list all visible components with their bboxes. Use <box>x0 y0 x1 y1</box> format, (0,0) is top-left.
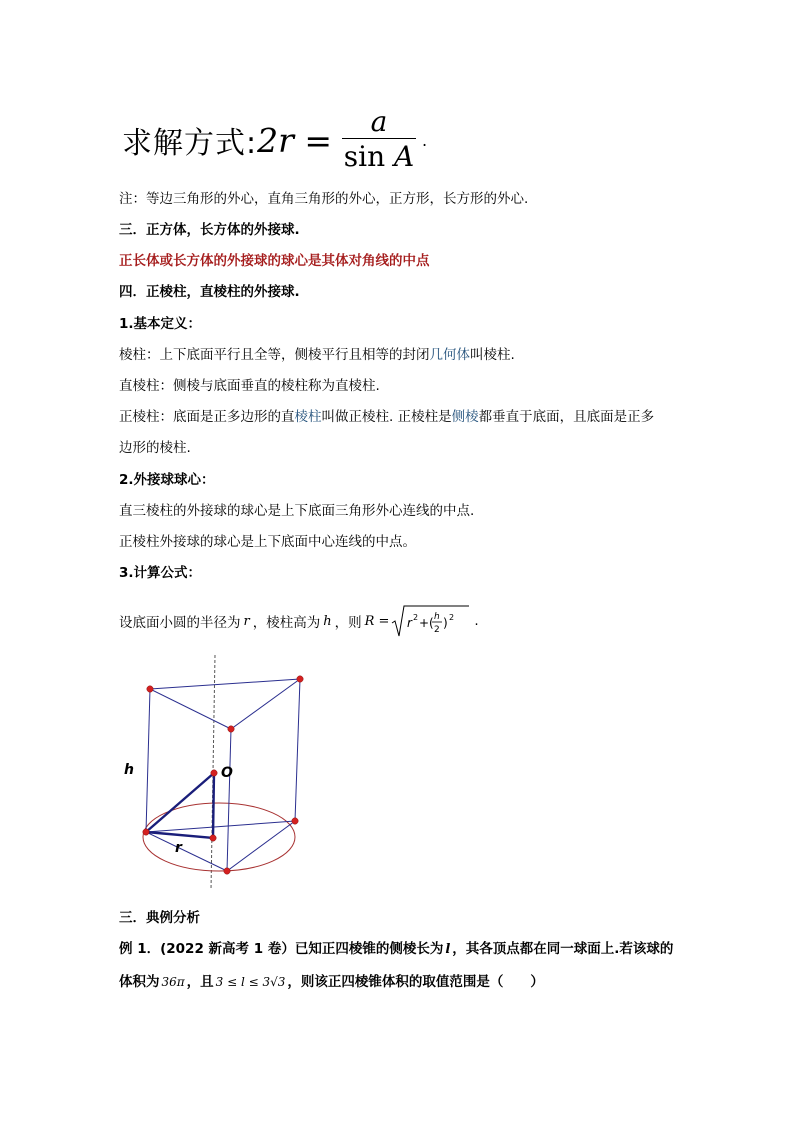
label-O: O <box>221 765 233 781</box>
right-prism-definition: 直棱柱：侧棱与底面垂直的棱柱称为直棱柱. <box>119 378 380 394</box>
link-polyhedron[interactable]: 几何体 <box>429 347 470 363</box>
formula-denominator: sin A <box>343 139 415 173</box>
circumscribed-circle <box>143 803 295 871</box>
bottom-triangle <box>146 821 295 871</box>
formula-numerator: a <box>370 104 388 138</box>
center-line-1: 直三棱柱的外接球的球心是上下底面三角形外心连线的中点. <box>119 503 475 519</box>
label-h: h <box>124 762 134 778</box>
example-section-heading: 三．典例分析 <box>119 910 200 926</box>
formula-fraction <box>342 106 416 175</box>
svg-text:+(: +( <box>419 616 435 630</box>
calc-heading: 3.计算公式： <box>119 565 202 581</box>
section-3-heading: 三．正方体，长方体的外接球. <box>119 222 300 238</box>
svg-text:2: 2 <box>413 613 419 622</box>
note-line: 注：等边三角形的外心，直角三角形的外心，正方形，长方形的外心. <box>119 191 529 207</box>
label-r: r <box>175 840 182 856</box>
link-prism[interactable]: 棱柱 <box>294 409 322 425</box>
calc-formula-line: 设底面小圆的半径为 r ，棱柱高为 h ，则 R = r 2 +( h 2 ) 2 . <box>119 603 479 639</box>
sqrt-expression <box>391 603 471 639</box>
lateral-edge-1 <box>146 689 150 832</box>
svg-text:): ) <box>443 616 449 630</box>
basic-def-heading: 1.基本定义： <box>119 316 202 332</box>
example-1-line-2: 体积为 36π ，且 3 ≤ l ≤ 3√3 ，则该正四棱锥体积的取值范围是（ ） <box>119 974 544 990</box>
svg-text:h: h <box>434 612 441 622</box>
prism-definition: 棱柱：上下底面平行且全等，侧棱平行且相等的封闭几何体叫棱柱. <box>119 347 515 363</box>
center-heading: 2.外接球球心： <box>119 472 215 488</box>
prism-sphere-figure <box>110 645 320 895</box>
link-lateral-edge[interactable]: 侧棱 <box>451 409 479 425</box>
regular-prism-definition-cont: 边形的棱柱. <box>119 440 191 456</box>
key-point-red: 正长体或长方体的外接球的球心是其体对角线的中点 <box>119 253 430 269</box>
formula-lhs: 2r = <box>257 120 333 160</box>
circumradius-formula <box>122 100 427 180</box>
formula-label: 求解方式: <box>122 126 258 161</box>
svg-text:2: 2 <box>449 613 455 622</box>
svg-text:2: 2 <box>434 625 441 635</box>
example-1-line-1: 例 1．(2022 新高考 1 卷）已知正四棱锥的侧棱长为 l ，其各顶点都在同一球面上.若该球的 <box>119 941 674 957</box>
formula-tail: . <box>422 130 428 150</box>
svg-text:r: r <box>407 616 413 630</box>
section-4-heading: 四．正棱柱，直棱柱的外接球. <box>119 284 300 300</box>
regular-prism-definition: 正棱柱：底面是正多边形的直棱柱叫做正棱柱. 正棱柱是侧棱都垂直于底面，且底面是正多 <box>119 409 655 425</box>
radius-triangle <box>146 773 214 838</box>
top-triangle <box>150 679 300 729</box>
lateral-edge-3 <box>227 729 231 871</box>
lateral-edge-2 <box>295 679 300 821</box>
center-line-2: 正棱柱外接球的球心是上下底面中心连线的中点。 <box>119 534 416 550</box>
